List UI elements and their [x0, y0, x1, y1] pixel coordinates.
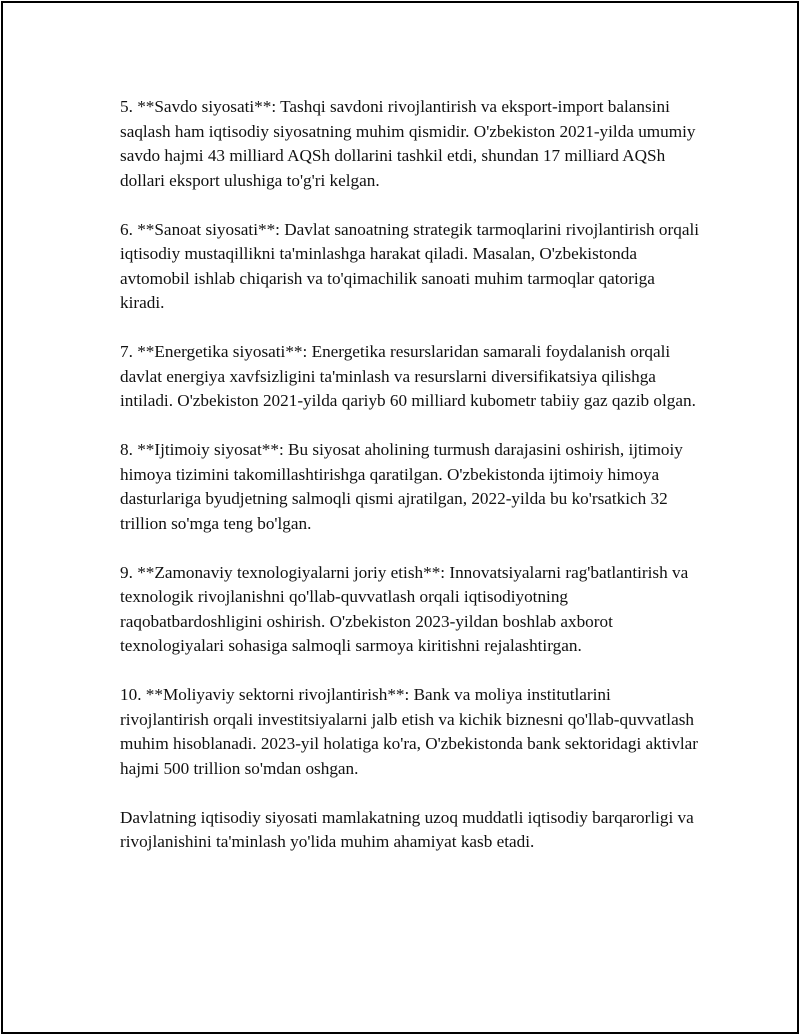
paragraph-industrial-policy: 6. **Sanoat siyosati**: Davlat sanoatning strategik tarmoqlarini rivojlantirish orqali iqtisodiy mustaqillikni ta'minlashga harakat qiladi. Masalan, O'zbekistonda avtomobil ishlab chiqarish va to'qimachilik sanoati muhim tarmoqlar qatoriga kiradi.	[120, 219, 700, 312]
page-frame	[1, 1, 799, 1034]
paragraph-financial-sector: 10. **Moliyaviy sektorni rivojlantirish**: Bank va moliya institutlarini rivojlantirish orqali investitsiyalarni jalb etish va kichik biznesni qo'llab-quvvatlash muhim hisoblanadi. 2023-yil holatiga ko'ra, O'zbekistonda bank sektoridagi aktivlar hajmi 500 trillion so'mdan oshgan.	[120, 685, 699, 778]
paragraph-energy-policy: 7. **Energetika siyosati**: Energetika resurslaridan samarali foydalanish orqali davlat energiya xavfsizligini ta'minlash va resurslarni diversifikatsiya qilishga intiladi. O'zbekiston 2021-yilda qariyb 60 milliard kubometr tabiiy gaz qazib olgan.	[120, 342, 696, 410]
paragraph-technology-adoption: 9. **Zamonaviy texnologiyalarni joriy etish**: Innovatsiyalarni rag'batlantirish va texnologik rivojlanishni qo'llab-quvvatlash orqali iqtisodiyotning raqobatbardoshligini oshirish. O'zbekiston 2023-yildan boshlab axborot texnologiyalari sohasiga salmoqli sarmoya kiritishni rejalashtirgan.	[120, 562, 689, 655]
paragraph-social-policy: 8. **Ijtimoiy siyosat**: Bu siyosat aholining turmush darajasini oshirish, ijtimoiy himoya tizimini takomillashtirishga qaratilgan. O'zbekistonda ijtimoiy himoya dasturlariga byudjetning salmoqli qismi ajratilgan, 2022-yilda bu ko'rsatkich 32 trillion so'mga teng bo'lgan.	[120, 440, 683, 533]
paragraph-trade-policy: 5. **Savdo siyosati**: Tashqi savdoni rivojlantirish va eksport-import balansini saqlash ham iqtisodiy siyosatning muhim qismidir. O'zbekiston 2021-yilda umumiy savdo hajmi 43 milliard AQSh dollarini tashkil etdi, shundan 17 milliard AQSh dollari eksport ulushiga to'g'ri kelgan.	[120, 97, 696, 190]
document-body	[120, 95, 700, 879]
paragraph-conclusion: Davlatning iqtisodiy siyosati mamlakatning uzoq muddatli iqtisodiy barqarorligi va rivojlanishini ta'minlash yo'lida muhim ahamiyat kasb etadi.	[120, 807, 694, 851]
